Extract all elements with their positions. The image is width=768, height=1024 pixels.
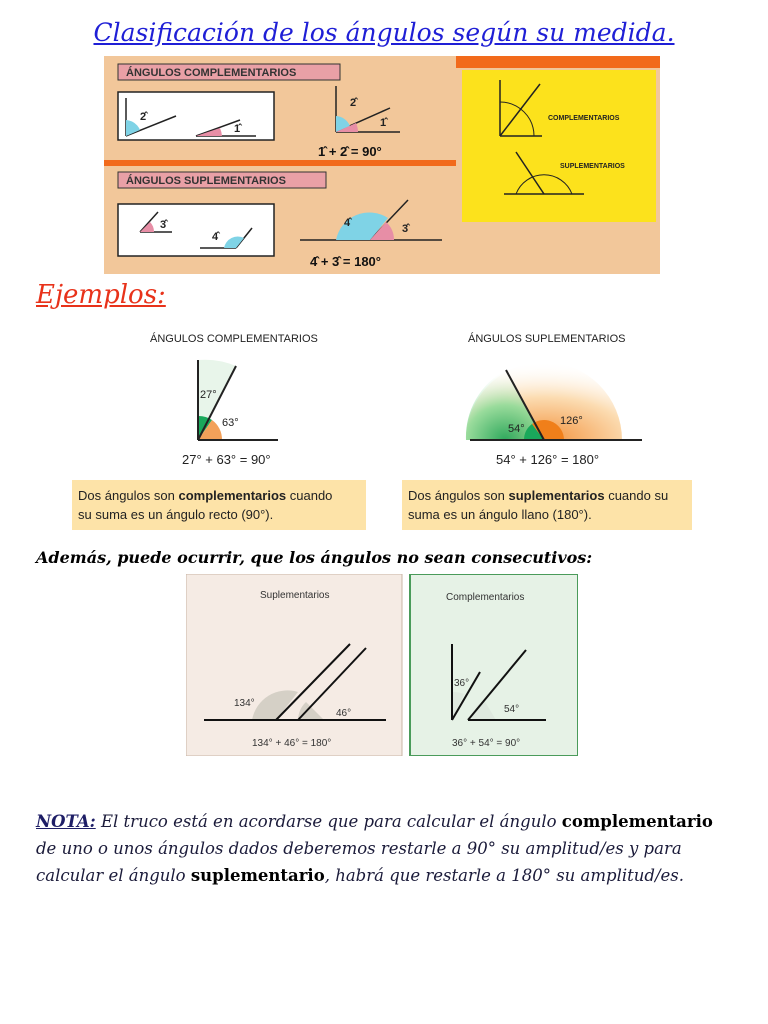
header-suplementarios: ÁNGULOS SUPLEMENTARIOS xyxy=(126,175,286,187)
example-comp-angle-b: 63° xyxy=(222,417,239,429)
example-supl-box-line1: Dos ángulos son suplementarios cuando su xyxy=(408,488,669,503)
note-bold-complementario: complementario xyxy=(561,812,713,831)
example-comp-box-line2: su suma es un ángulo recto (90°). xyxy=(78,507,274,522)
nc-comp-angle-a: 36° xyxy=(454,678,470,689)
yellow-panel xyxy=(462,70,656,222)
example-comp-angle-a: 27° xyxy=(200,389,217,401)
label-angle-4: 4̂ xyxy=(212,231,219,243)
side-label-comp: COMPLEMENTARIOS xyxy=(548,115,620,122)
orange-divider xyxy=(104,160,456,166)
label-angle-3-center: 3̂ xyxy=(402,223,409,235)
note-text-2: de uno o unos ángulos dados deberemos restarle a 90° su amplitud/es y para calcular el ángulo xyxy=(36,839,682,885)
examples-heading: Ejemplos: xyxy=(36,280,166,310)
note-paragraph xyxy=(36,808,736,889)
label-angle-2-center: 2̂ xyxy=(350,97,357,109)
supl-panel xyxy=(186,574,402,756)
label-angle-2: 2̂ xyxy=(140,111,147,123)
non-consecutive-intro: Además, puede ocurrir, que los ángulos no sean consecutivos: xyxy=(36,548,593,567)
equation-supl: 4̂ + 3̂ = 180° xyxy=(310,254,381,269)
example-comp-header: ÁNGULOS COMPLEMENTARIOS xyxy=(150,333,318,345)
note-label: NOTA: xyxy=(36,812,96,831)
note-bold-suplementario: suplementario xyxy=(190,866,325,885)
page-title: Clasificación de los ángulos según su medida. xyxy=(93,18,675,47)
examples-figure xyxy=(66,320,702,536)
label-angle-4-center: 4̂ xyxy=(344,217,351,229)
example-supl-box-line2: suma es un ángulo llano (180°). xyxy=(408,507,592,522)
label-angle-3: 3̂ xyxy=(160,219,167,231)
nc-supl-equation: 134° + 46° = 180° xyxy=(252,738,332,749)
example-comp-equation: 27° + 63° = 90° xyxy=(182,452,271,467)
angle-classification-figure xyxy=(104,56,660,274)
side-label-supl: SUPLEMENTARIOS xyxy=(560,163,625,170)
equation-comp: 1̂ + 2̂ = 90° xyxy=(318,144,382,159)
non-consecutive-figure xyxy=(186,574,578,756)
example-supl-angle-b: 126° xyxy=(560,415,583,427)
example-supl-angle-a: 54° xyxy=(508,423,525,435)
example-supl-header: ÁNGULOS SUPLEMENTARIOS xyxy=(468,333,626,345)
example-comp-box-line1: Dos ángulos son complementarios cuando xyxy=(78,488,333,503)
label-angle-1: 1̂ xyxy=(234,123,241,135)
note-text-3: , habrá que restarle a 180° su amplitud/es. xyxy=(324,866,685,885)
example-supl-equation: 54° + 126° = 180° xyxy=(496,452,600,467)
orange-strip xyxy=(456,56,660,68)
nc-supl-angle-b: 46° xyxy=(336,708,352,719)
nc-comp-angle-b: 54° xyxy=(504,704,520,715)
nc-supl-title: Suplementarios xyxy=(260,590,330,601)
header-complementarios: ÁNGULOS COMPLEMENTARIOS xyxy=(126,67,297,79)
nc-supl-angle-a: 134° xyxy=(234,698,255,709)
nc-comp-title: Complementarios xyxy=(446,592,525,603)
label-angle-1-center: 1̂ xyxy=(380,117,387,129)
note-text-1: El truco está en acordarse que para calcular el ángulo xyxy=(95,812,562,831)
nc-comp-equation: 36° + 54° = 90° xyxy=(452,738,521,749)
